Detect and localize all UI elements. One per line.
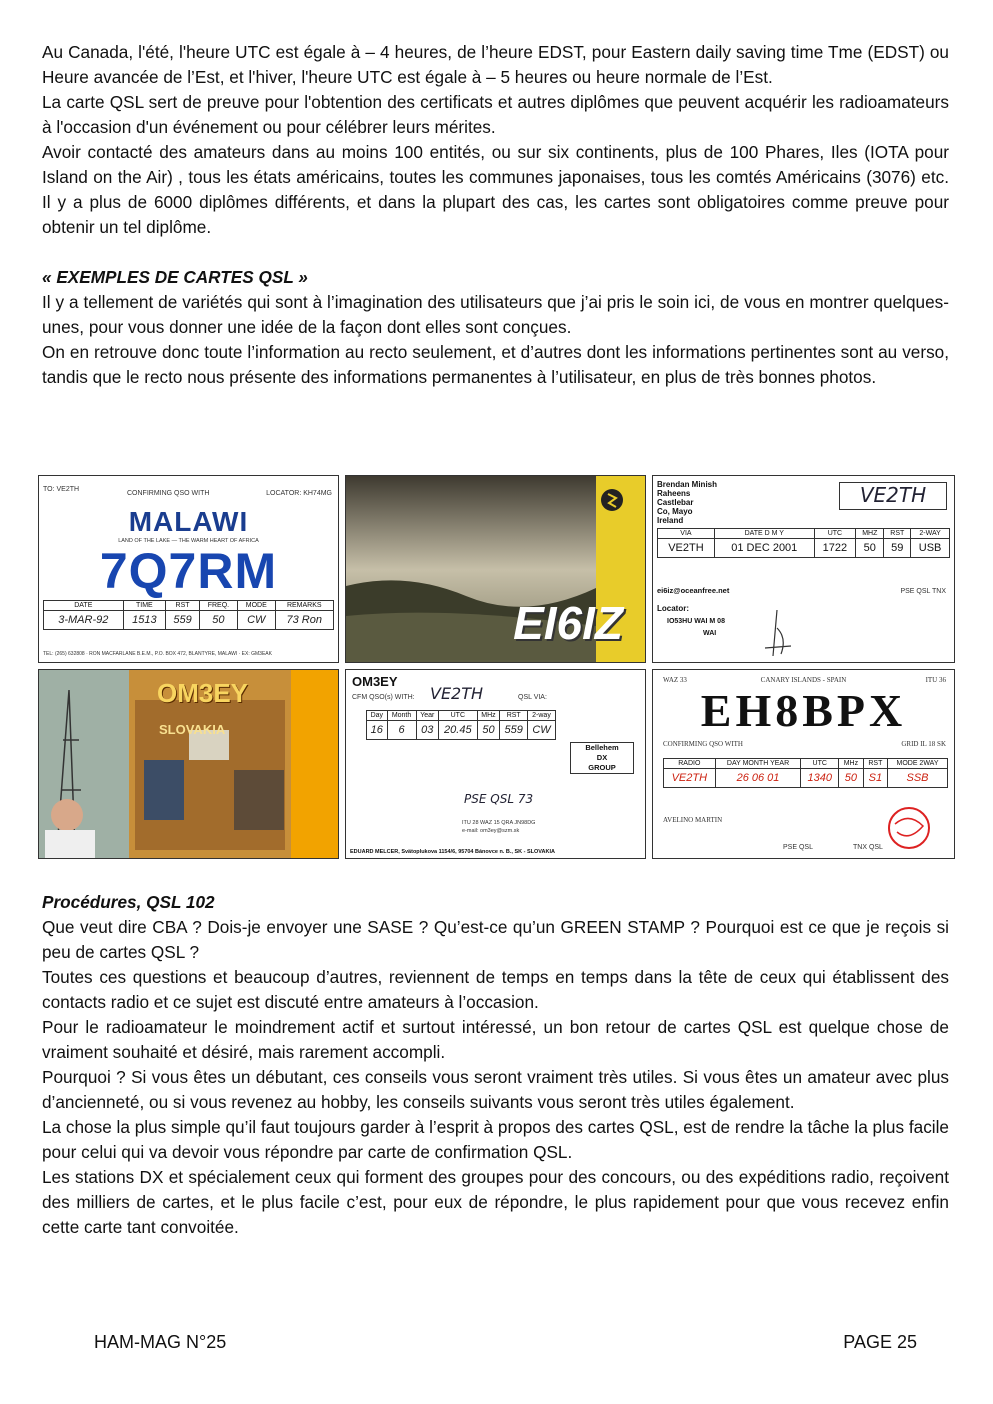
table-cell: 50 bbox=[839, 769, 864, 788]
card-callsign: EH8BPX bbox=[700, 685, 907, 736]
table-header-cell: REMARKS bbox=[275, 601, 334, 611]
table-cell: VE2TH bbox=[658, 539, 715, 558]
qsl-card-om3ey-photo bbox=[38, 669, 339, 859]
qso-table bbox=[663, 758, 948, 788]
paragraph: La carte QSL sert de preuve pour l'obtention des certificats et autres diplômes que peuvent acquérir les radioamateurs à l'occasion d'un événement ou pour célébrer leurs mérites. bbox=[42, 92, 949, 137]
card-callsign: OM3EY bbox=[352, 674, 398, 689]
table-cell: VE2TH bbox=[664, 769, 716, 788]
card-waz: WAZ 33 bbox=[663, 676, 687, 684]
card-locator: LOCATOR: KH74MG bbox=[266, 490, 332, 497]
card-callsign: OM3EY bbox=[157, 678, 249, 708]
table-header-cell: MODE 2WAY bbox=[887, 759, 947, 769]
card-country: MALAWI bbox=[128, 506, 249, 537]
table-header-cell: FREQ. bbox=[199, 601, 237, 611]
card-locator: IO53HU WAI M 08 bbox=[667, 618, 725, 625]
table-header-cell: VIA bbox=[658, 529, 715, 539]
qsl-card-gallery bbox=[38, 475, 955, 859]
table-header-row bbox=[367, 711, 556, 721]
paragraph: Les stations DX et spécialement ceux qui forment des groupes pour des concours, ou des expéditions radio, reçoivent des milliers de cartes, et le plus facile c’est, pour eux de répondre, le plus rapidement pour que vous recevez enfin cette carte tant convoitée. bbox=[42, 1167, 949, 1237]
card-to: VE2TH bbox=[839, 482, 947, 510]
table-header-cell: UTC bbox=[439, 711, 477, 721]
table-row bbox=[658, 539, 950, 558]
card-operator: AVELINO MARTIN bbox=[663, 816, 723, 824]
member-line: GROUP bbox=[588, 763, 616, 772]
address-line: Ireland bbox=[657, 516, 684, 525]
paragraph: On en retrouve donc toute l’information au recto seulement, et d’autres dont les informations pertinentes sont au verso, tandis que le recto nous présente des informations permanentes à l’utilisateur, en plus de très bonnes photos. bbox=[42, 342, 949, 387]
table-row bbox=[367, 721, 556, 740]
section-heading: « EXEMPLES DE CARTES QSL » bbox=[42, 267, 308, 287]
address-line: Castlebar bbox=[657, 498, 694, 507]
table-header-cell: MHZ bbox=[856, 529, 884, 539]
table-header-cell: DATE D M Y bbox=[714, 529, 814, 539]
card-email: e-mail: om3ey@szm.sk bbox=[462, 828, 520, 834]
table-cell: 6 bbox=[387, 721, 416, 740]
paragraph: Pourquoi ? Si vous êtes un débutant, ces conseils vous seront vraiment très utiles. Si vous êtes un amateur avec plus d’ancienneté, ou si vous revenez au hobby, les conseils suivants vous seront très utiles également. bbox=[42, 1067, 949, 1112]
table-cell: 03 bbox=[416, 721, 439, 740]
table-header-cell: TIME bbox=[123, 601, 166, 611]
paragraph: La chose la plus simple qu’il faut toujours garder à l’esprit à propos des cartes QSL, est de rendre la tâche la plus facile pour celui qui va devoir vous répondre par carte de confirmation QSL. bbox=[42, 1117, 949, 1162]
table-header-cell: Day bbox=[367, 711, 388, 721]
table-header-cell: MHz bbox=[839, 759, 864, 769]
table-header-cell: Month bbox=[387, 711, 416, 721]
card-tnx: TNX QSL bbox=[853, 844, 883, 851]
table-cell: USB bbox=[911, 539, 950, 558]
card-pse: PSE QSL bbox=[783, 844, 813, 851]
table-cell: 559 bbox=[166, 611, 200, 630]
table-cell: SSB bbox=[887, 769, 947, 788]
table-header-cell: Year bbox=[416, 711, 439, 721]
table-cell: CW bbox=[527, 721, 555, 740]
qsl-card-brendan bbox=[652, 475, 955, 663]
member-box bbox=[570, 742, 634, 774]
table-cell: 20.45 bbox=[439, 721, 477, 740]
card-address bbox=[657, 480, 717, 525]
table-header-cell: RST bbox=[863, 759, 887, 769]
card-slogan: LAND OF THE LAKE — THE WARM HEART OF AFRICA bbox=[118, 538, 259, 544]
card-to: TO: VE2TH bbox=[43, 486, 80, 493]
card-callsign: 7Q7RM bbox=[99, 543, 278, 599]
table-cell: S1 bbox=[863, 769, 887, 788]
table-cell: 59 bbox=[884, 539, 911, 558]
card-locator-label: Locator: bbox=[657, 604, 689, 613]
qsl-card-7q7rm bbox=[38, 475, 339, 663]
footer-magazine: HAM-MAG N°25 bbox=[94, 1332, 227, 1352]
intro-text bbox=[42, 40, 949, 390]
card-address: EDUARD MELCER, Svätoplukova 1154/6, 95704 Bánovce n. B., SK - SLOVAKIA bbox=[350, 849, 555, 855]
table-header-row bbox=[658, 529, 950, 539]
card-pse: PSE QSL 73 bbox=[464, 792, 534, 806]
signature bbox=[879, 802, 939, 852]
table-header-cell: RST bbox=[884, 529, 911, 539]
card-via: QSL VIA: bbox=[518, 694, 547, 701]
table-cell: 01 DEC 2001 bbox=[714, 539, 814, 558]
signature bbox=[757, 608, 797, 658]
card-itu: ITU 36 bbox=[925, 676, 946, 684]
address-line: Raheens bbox=[657, 489, 691, 498]
table-header-cell: 2-way bbox=[527, 711, 555, 721]
paragraph: Que veut dire CBA ? Dois-je envoyer une SASE ? Qu’est-ce qu’un GREEN STAMP ? Pourquoi est ce que je reçois si peu de cartes QSL ? bbox=[42, 917, 949, 962]
table-header-cell: MHz bbox=[477, 711, 500, 721]
section-heading: Procédures, QSL 102 bbox=[42, 892, 215, 912]
qsl-card-ei6iz bbox=[345, 475, 646, 663]
table-cell: 50 bbox=[199, 611, 237, 630]
paragraph: Il y a tellement de variétés qui sont à l’imagination des utilisateurs que j’ai pris le soin ici, de vous en montrer quelques-unes, pour vous donner une idée de la façon dont elles sont conçues. bbox=[42, 292, 949, 337]
card-footer: TEL: (265) 632808 · RON MACFARLANE B.E.M., P.O. BOX 472, BLANTYRE, MALAWI · EX: GM3EAK bbox=[43, 651, 272, 657]
card-email: ei6iz@oceanfree.net bbox=[657, 586, 730, 595]
member-line: DX bbox=[596, 753, 608, 762]
table-header-row bbox=[44, 601, 334, 611]
card-confirming: CONFIRMING QSO WITH bbox=[663, 740, 743, 748]
table-cell: CW bbox=[237, 611, 275, 630]
card-cfm: CFM QSO(s) WITH: bbox=[352, 694, 415, 701]
card-itu: ITU 28 WAZ 15 QRA JN98DG bbox=[462, 820, 536, 826]
table-row bbox=[664, 769, 948, 788]
card-to: VE2TH bbox=[430, 684, 484, 703]
table-header-cell: RST bbox=[500, 711, 528, 721]
card-callsign: EI6IZ bbox=[513, 597, 623, 649]
member-line: Bellehem bbox=[585, 743, 619, 752]
table-header-cell: UTC bbox=[801, 759, 839, 769]
table-header-row bbox=[664, 759, 948, 769]
table-row bbox=[44, 611, 334, 630]
card-psc: PSE QSL TNX bbox=[900, 588, 946, 595]
procedures-text bbox=[42, 890, 949, 1240]
table-cell: 73 Ron bbox=[275, 611, 334, 630]
table-header-cell: RST bbox=[166, 601, 200, 611]
card-region: CANARY ISLANDS - SPAIN bbox=[760, 676, 847, 684]
table-cell: 16 bbox=[367, 721, 388, 740]
table-cell: 50 bbox=[856, 539, 884, 558]
table-header-cell: RADIO bbox=[664, 759, 716, 769]
card-wai: WAI bbox=[703, 630, 717, 637]
table-cell: 1513 bbox=[123, 611, 166, 630]
paragraph: Toutes ces questions et beaucoup d’autres, reviennent de temps en temps dans la tête de ceux qui établissent des contacts radio et ce sujet est discuté entre amateurs à l’occasion. bbox=[42, 967, 949, 1012]
table-header-cell: MODE bbox=[237, 601, 275, 611]
qso-table bbox=[43, 600, 334, 630]
table-cell: 1722 bbox=[814, 539, 855, 558]
table-cell: 3-MAR-92 bbox=[44, 611, 124, 630]
table-header-cell: DAY MONTH YEAR bbox=[715, 759, 801, 769]
table-cell: 50 bbox=[477, 721, 500, 740]
address-line: Co, Mayo bbox=[657, 507, 693, 516]
table-header-cell: UTC bbox=[814, 529, 855, 539]
card-country: SLOVAKIA bbox=[159, 722, 226, 737]
table-header-cell: DATE bbox=[44, 601, 124, 611]
paragraph: Au Canada, l'été, l'heure UTC est égale à – 4 heures, de l’heure EDST, pour Eastern daily saving time Tme (EDST) ou Heure avancée de l’Est, et l'hiver, l'heure UTC est égale à – 5 heures ou heure normale de l’Est. bbox=[42, 42, 949, 87]
qso-table bbox=[657, 528, 950, 558]
qsl-card-eh8bpx bbox=[652, 669, 955, 859]
paragraph: Pour le radioamateur le moindrement actif et surtout intéressé, un bon retour de cartes QSL est quelque chose de vraiment souhaité et désiré, mais rarement accompli. bbox=[42, 1017, 949, 1062]
paragraph: Avoir contacté des amateurs dans au moins 100 entités, ou sur six continents, plus de 100 Phares, Iles (IOTA pour Island on the Air) , tous les états américains, toutes les communes japonaises, tous les comtés Américains (3076) etc. Il y a plus de 6000 diplômes différents, et dans la plupart des cas, les cartes sont obligatoires comme preuve pour obtenir un tel diplôme. bbox=[42, 142, 949, 237]
table-cell: 559 bbox=[500, 721, 528, 740]
address-line: Brendan Minish bbox=[657, 480, 718, 489]
table-cell: 26 06 01 bbox=[715, 769, 801, 788]
qso-table bbox=[366, 710, 556, 740]
card-confirming: CONFIRMING QSO WITH bbox=[127, 490, 210, 497]
footer-page-number: PAGE 25 bbox=[843, 1332, 917, 1352]
card-grid: GRID IL 18 SK bbox=[901, 740, 946, 748]
table-cell: 1340 bbox=[801, 769, 839, 788]
qsl-card-om3ey bbox=[345, 669, 646, 859]
table-header-cell: 2-WAY bbox=[911, 529, 950, 539]
